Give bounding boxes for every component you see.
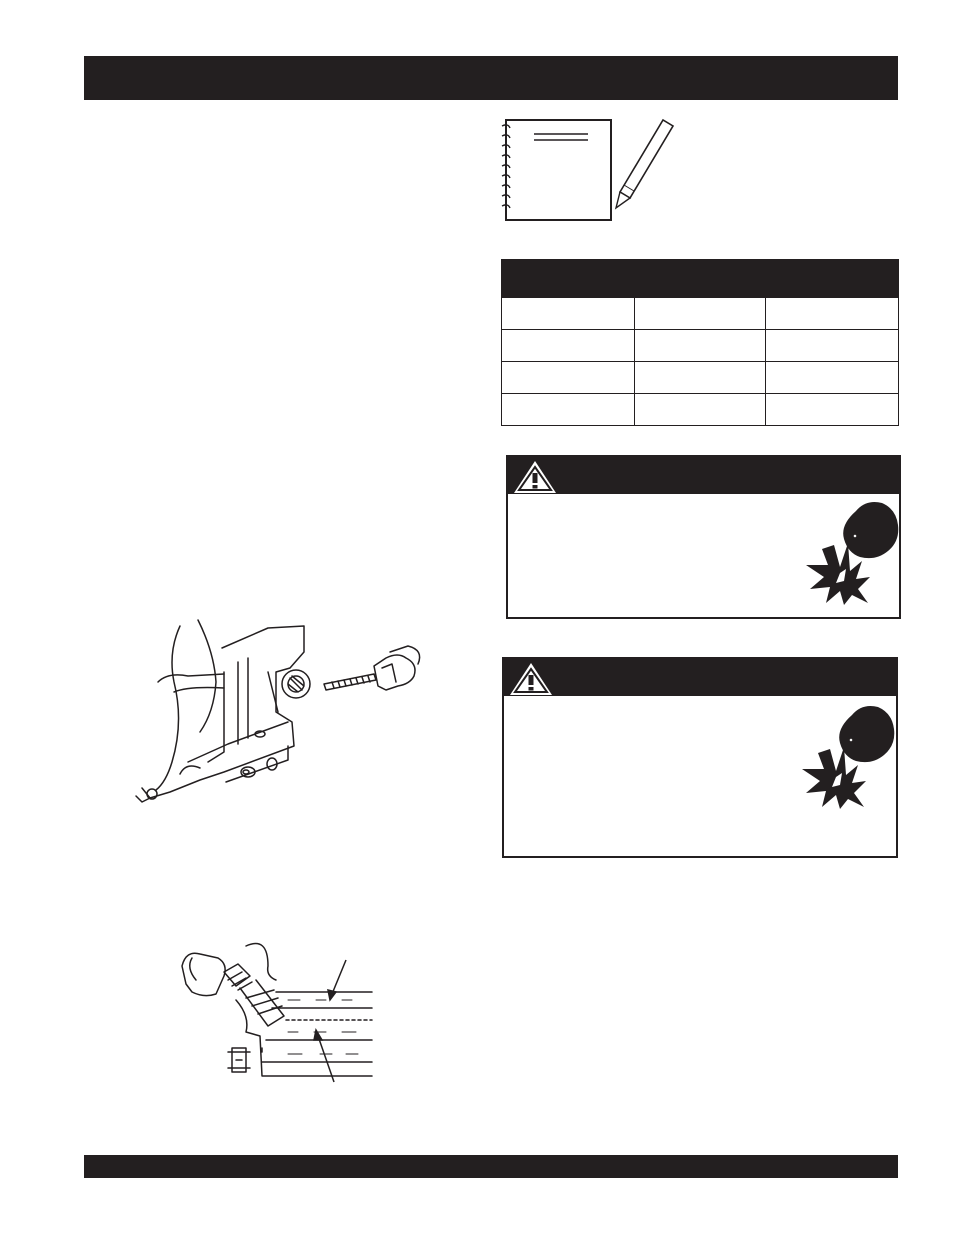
warning-box-1 [506,455,901,619]
dipstick-removal-figure [128,612,428,812]
pencil-icon [616,120,673,208]
explosion-head-icon [800,703,896,811]
table-cell [635,298,766,330]
oil-level-illustration [176,936,386,1086]
table-cell [502,394,635,426]
table-row [502,330,899,362]
table-cell [635,330,766,362]
table-cell [635,394,766,426]
oil-level-figure [176,936,386,1086]
table-cell [635,362,766,394]
table-cell [502,298,635,330]
explosion-head-icon [804,499,900,607]
engine-dipstick-illustration [128,612,428,812]
table-cell [766,330,899,362]
footer-bar [84,1155,898,1178]
header-bar [84,56,898,100]
spec-table-header-row [502,260,899,298]
table-cell [766,362,899,394]
warning-triangle-icon [508,661,554,697]
notebook-icon [498,112,688,227]
table-row [502,298,899,330]
table-row [502,394,899,426]
warning-box-2 [502,657,898,858]
table-cell [766,394,899,426]
spec-table-header [502,260,899,298]
warning-triangle-icon [512,459,558,495]
table-cell [766,298,899,330]
warning-header [504,659,896,696]
table-cell [502,362,635,394]
spec-table [501,259,899,426]
table-row [502,362,899,394]
warning-header [508,457,899,494]
notebook-pencil-graphic [498,112,688,227]
table-cell [502,330,635,362]
